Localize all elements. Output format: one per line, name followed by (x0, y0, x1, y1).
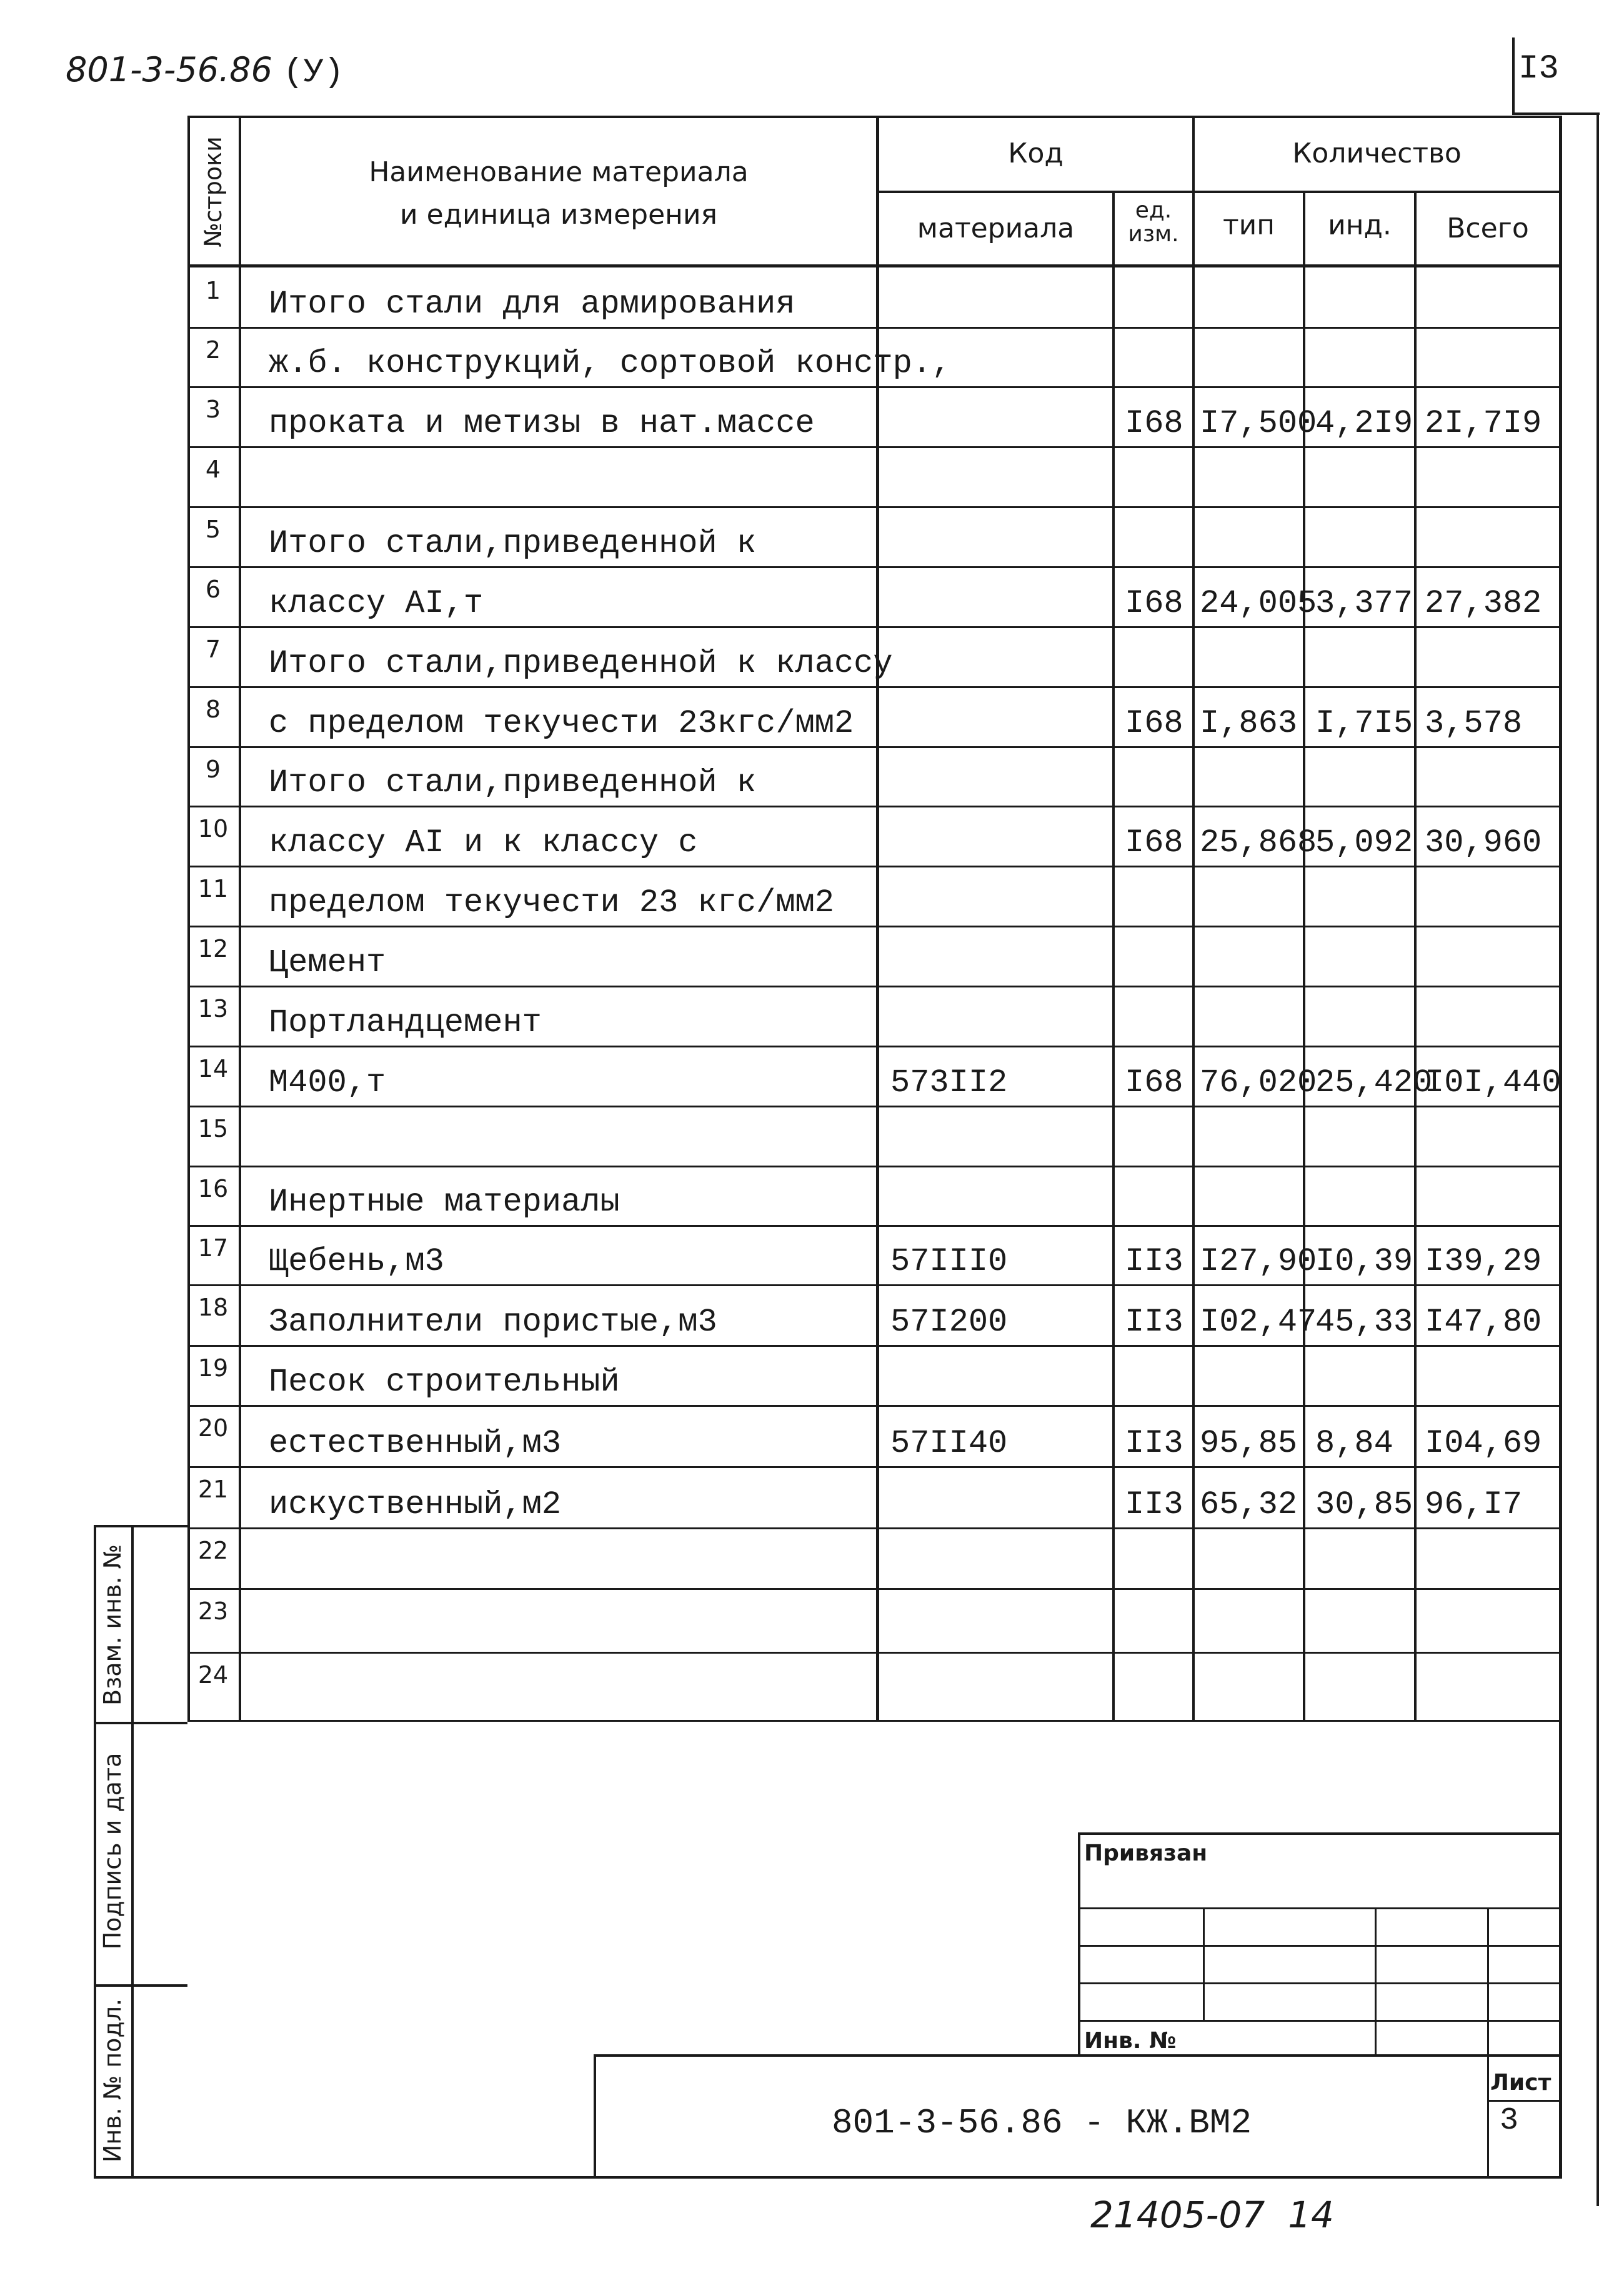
tb-v3 (1487, 1907, 1489, 2176)
frame-right-line (1597, 112, 1599, 2206)
table-row-line (187, 1166, 1562, 1167)
table-row-line (187, 327, 1562, 329)
tb-bound-label: Привязан (1084, 1841, 1208, 1866)
row-unit: II3 (1125, 1304, 1183, 1341)
header-code: Код (1008, 137, 1064, 169)
header-name-line2: и единица измерения (399, 199, 718, 231)
row-unit: I68 (1125, 585, 1183, 622)
row-number: 19 (197, 1354, 229, 1382)
row-name: Щебень,м3 (269, 1243, 444, 1280)
table-row-line (187, 686, 1562, 688)
row-number: 15 (197, 1115, 229, 1142)
tb-bound-top (1078, 1832, 1562, 1835)
stamp-inv-original: Инв. № подл. (99, 1998, 126, 2163)
table-vline-unit (1192, 116, 1195, 1722)
row-number: 13 (197, 995, 229, 1022)
table-row-line (187, 866, 1562, 867)
table-row-line (187, 1405, 1562, 1407)
row-number: 2 (205, 336, 221, 364)
row-ind: 25,420 (1315, 1064, 1433, 1101)
row-ind: I,7I5 (1315, 705, 1413, 742)
table-vline-ind (1414, 191, 1417, 1722)
table-vline-right (1559, 116, 1562, 2178)
table-row-line (187, 506, 1562, 508)
table-vline-code (1112, 191, 1115, 1722)
row-name: Итого стали для армирования (269, 286, 795, 322)
row-number: 14 (197, 1055, 229, 1082)
row-number: 3 (205, 396, 221, 423)
row-unit: I68 (1125, 824, 1183, 861)
table-row-line (187, 1106, 1562, 1107)
row-ind: 3,377 (1315, 585, 1413, 622)
row-code: 57III0 (890, 1243, 1008, 1280)
row-number: 24 (197, 1661, 229, 1689)
header-qty-total: Всего (1447, 212, 1529, 244)
row-total: I47,80 (1425, 1304, 1542, 1341)
row-ind: 4,2I9 (1315, 405, 1413, 442)
row-typ: I,863 (1200, 705, 1298, 742)
row-ind: 30,85 (1315, 1486, 1413, 1523)
footer-handwritten-number: 21405-07 14 (1090, 2194, 1334, 2236)
table-row-line (187, 926, 1562, 927)
row-typ: I02,47 (1200, 1304, 1317, 1341)
row-number: 1 (205, 277, 221, 304)
row-total: 27,382 (1425, 585, 1542, 622)
row-number: 12 (197, 935, 229, 962)
row-number: 7 (205, 636, 221, 663)
row-typ: 65,32 (1200, 1486, 1298, 1523)
row-name: естественный,м3 (269, 1425, 562, 1462)
table-row-line (187, 746, 1562, 748)
row-total: 96,I7 (1425, 1486, 1523, 1523)
header-qty-ind: инд. (1328, 209, 1392, 241)
row-total: I0I,440 (1425, 1064, 1562, 1101)
table-row-line (187, 1720, 1562, 1722)
tb-sheet-div (1487, 2100, 1562, 2102)
row-name: Портландцемент (269, 1004, 542, 1041)
tb-h4 (1078, 2020, 1562, 2022)
tb-sheet-label: Лист (1490, 2070, 1552, 2096)
table-row-line (187, 446, 1562, 448)
row-ind: 5,092 (1315, 824, 1413, 861)
row-typ: 76,020 (1200, 1064, 1317, 1101)
tb-v2 (1375, 1907, 1377, 2054)
table-row-line (187, 806, 1562, 807)
row-name: Итого стали,приведенной к (269, 525, 757, 562)
tb-h2 (1078, 1945, 1562, 1947)
stamp-line-top (94, 1525, 187, 1527)
stamp-inv-replace: Взам. инв. № (99, 1544, 126, 1706)
tb-sheet-number: 3 (1500, 2103, 1519, 2139)
row-typ: 95,85 (1200, 1425, 1298, 1462)
row-name: классу AI,т (269, 585, 484, 622)
row-name: Заполнители пористые,м3 (269, 1304, 717, 1341)
row-name: ж.б. конструкций, сортовой констр., (269, 345, 952, 382)
row-code: 57II40 (890, 1425, 1008, 1462)
row-number: 8 (205, 696, 221, 723)
row-name: Цемент (269, 944, 386, 981)
row-total: I39,29 (1425, 1243, 1542, 1280)
stamp-line-left (94, 1525, 96, 2178)
row-number: 10 (197, 815, 229, 842)
page-number: I3 (1518, 50, 1559, 88)
table-row-line (187, 566, 1562, 568)
row-typ: 25,868 (1200, 824, 1317, 861)
row-typ: I7,500 (1200, 405, 1317, 442)
row-ind: 8,84 (1315, 1425, 1393, 1462)
stamp-line-div1 (94, 1722, 187, 1724)
row-name: Песок строительный (269, 1364, 620, 1401)
row-number: 22 (197, 1537, 229, 1564)
row-total: 2I,7I9 (1425, 405, 1542, 442)
row-typ: 24,005 (1200, 585, 1317, 622)
table-row-line (187, 1527, 1562, 1529)
row-name: с пределом текучести 23кгс/мм2 (269, 705, 854, 742)
table-hline-head-bottom (187, 264, 1562, 267)
row-unit: II3 (1125, 1425, 1183, 1462)
stamp-line-inner (131, 1525, 134, 2178)
header-qty-type: тип (1223, 209, 1275, 241)
table-row-line (187, 1466, 1562, 1468)
header-divider (1512, 37, 1515, 112)
row-total: 30,960 (1425, 824, 1542, 861)
tb-inv-label: Инв. № (1084, 2028, 1177, 2054)
row-number: 16 (197, 1175, 229, 1202)
row-code: 573II2 (890, 1064, 1008, 1101)
row-typ: I27,90 (1200, 1243, 1317, 1280)
row-name: пределом текучести 23 кгс/мм2 (269, 884, 834, 921)
row-number: 6 (205, 576, 221, 603)
row-unit: II3 (1125, 1243, 1183, 1280)
row-ind: I0,39 (1315, 1243, 1413, 1280)
table-row-line (187, 986, 1562, 987)
row-unit: II3 (1125, 1486, 1183, 1523)
frame-top-line (1512, 112, 1600, 115)
row-number: 23 (197, 1597, 229, 1625)
tb-h3 (1078, 1982, 1562, 1984)
table-row-line (187, 1225, 1562, 1227)
header-code-material: материала (917, 212, 1075, 244)
row-ind: 45,33 (1315, 1304, 1413, 1341)
row-name: М400,т (269, 1064, 386, 1101)
document-code-number: 801-3-56.86 (66, 50, 272, 89)
table-row-line (187, 626, 1562, 628)
row-unit: I68 (1125, 405, 1183, 442)
header-quantity: Количество (1292, 137, 1462, 169)
row-name: Итого стали,приведенной к (269, 764, 757, 801)
table-row-line (187, 1046, 1562, 1047)
header-row-number: №строки (199, 136, 227, 247)
stamp-line-bottom (94, 2176, 1562, 2179)
table-row-line (187, 1588, 1562, 1590)
row-number: 9 (205, 756, 221, 783)
row-number: 21 (197, 1476, 229, 1503)
row-number: 4 (205, 456, 221, 483)
row-number: 20 (197, 1414, 229, 1442)
table-row-line (187, 1284, 1562, 1286)
row-number: 11 (197, 875, 229, 902)
stamp-sign-date: Подпись и дата (99, 1752, 126, 1950)
tb-main-top (594, 2054, 1562, 2057)
table-row-line (187, 1652, 1562, 1654)
row-name: Итого стали,приведенной к классу (269, 645, 893, 682)
row-number: 17 (197, 1234, 229, 1262)
tb-designation: 801-3-56.86 - КЖ.ВМ2 (831, 2103, 1252, 2143)
row-name: Инертные материалы (269, 1184, 620, 1221)
row-name: классу AI и к классу с (269, 824, 698, 861)
row-unit: I68 (1125, 705, 1183, 742)
table-row-line (187, 386, 1562, 388)
table-hline-subhead (876, 191, 1562, 193)
header-code-unit: ед. изм. (1128, 197, 1179, 247)
row-name: искуственный,м2 (269, 1486, 562, 1523)
table-row-line (187, 1345, 1562, 1347)
row-code: 57I200 (890, 1304, 1008, 1341)
document-code (66, 50, 344, 92)
row-total: I04,69 (1425, 1425, 1542, 1462)
table-hline-top (187, 116, 1562, 118)
row-number: 18 (197, 1294, 229, 1321)
tb-h1 (1078, 1907, 1562, 1909)
document-code-suffix: (У) (283, 54, 344, 92)
tb-v1 (1203, 1907, 1205, 2020)
row-unit: I68 (1125, 1064, 1183, 1101)
row-number: 5 (205, 516, 221, 543)
row-name: проката и метизы в нат.массе (269, 405, 815, 442)
header-name-line1: Наименование материала (369, 156, 749, 188)
table-vline-no (239, 116, 241, 1722)
row-total: 3,578 (1425, 705, 1523, 742)
